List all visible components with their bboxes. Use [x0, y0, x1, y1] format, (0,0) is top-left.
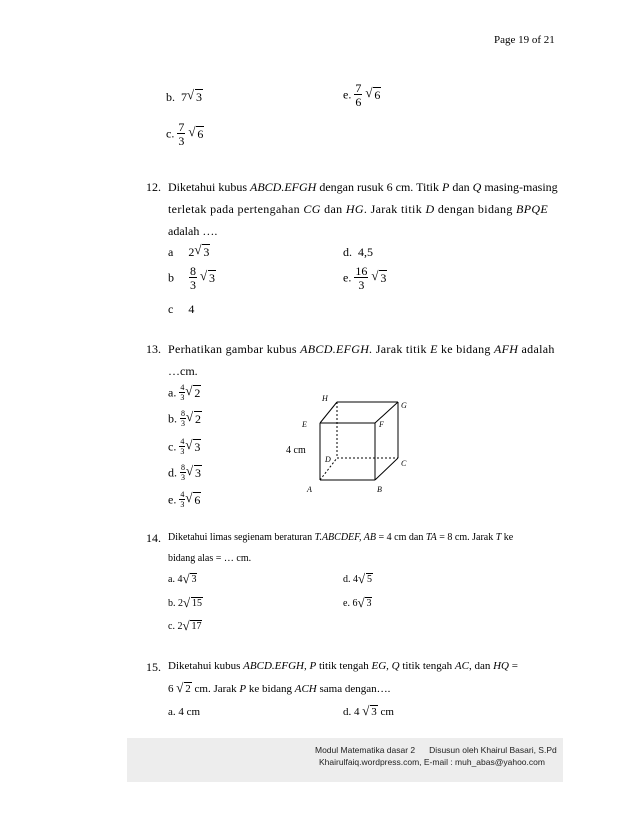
q14-number: 14. [146, 531, 161, 545]
q13-option-c: c. $\frac{4}{3}$ √ 3 [168, 436, 201, 456]
label-E: E [302, 420, 307, 429]
q12-line3: adalah …. [168, 224, 218, 238]
q15-line2: 6 √ 2 cm. Jarak P ke bidang ACH sama dengan…. [168, 680, 391, 695]
q12-option-b: b $\frac{8}{3}$ √ 3 [168, 264, 215, 292]
label-F: F [379, 420, 384, 429]
q15-option-a: a. 4 cm [168, 706, 201, 718]
q14-option-d: d. 4 √ 5 [343, 571, 372, 586]
q13-option-e: e. $\frac{4}{3}$ √ 6 [168, 489, 201, 509]
q11-option-b: b. 7 √ 3 [166, 87, 202, 104]
page-footer [127, 738, 563, 782]
q12-option-d: d. 4,5 [343, 245, 373, 259]
q15-number: 15. [146, 660, 161, 674]
q12-option-c: c 4 [168, 302, 195, 316]
q13-option-d: d. $\frac{8}{3}$ √ 3 [168, 462, 201, 482]
q14-line1: Diketahui limas segienam beraturan T.ABCDEF, AB = 4 cm dan TA = 8 cm. Jarak T ke [168, 532, 514, 543]
q12-option-e: e. $\frac{16}{3}$ √ 3 [343, 264, 387, 292]
q13-number: 13. [146, 342, 161, 356]
q15-option-d: d. 4 √ 3 cm [343, 703, 394, 718]
cube-figure [280, 390, 420, 500]
footer-line2: Khairulfaiq.wordpress.com, E-mail : muh_abas@yahoo.com [319, 757, 545, 767]
q12-line1: Diketahui kubus ABCD.EFGH dengan rusuk 6 cm. Titik P dan Q masing-masing [168, 180, 558, 194]
q12-option-a: a 2 √ 3 [168, 242, 210, 259]
q14-option-c: c. 2 √ 17 [168, 618, 202, 633]
q13-option-b: b. $\frac{8}{3}$ √ 2 [168, 408, 201, 428]
q11-option-e: e. $\frac{7}{6}$ √ 6 [343, 81, 381, 109]
label-H: H [322, 394, 328, 403]
footer-line1: Modul Matematika dasar 2 Disusun oleh Khairul Basari, S.Pd [315, 745, 557, 755]
q13-line2: …cm. [168, 364, 198, 378]
page-number: Page 19 of 21 [494, 34, 555, 46]
q14-option-a: a. 4 √ 3 [168, 571, 197, 586]
q14-option-b: b. 2 √ 15 [168, 595, 202, 610]
q15-line1: Diketahui kubus ABCD.EFGH, P titik tengah EG, Q titik tengah AC, dan HQ = [168, 660, 518, 672]
label-A: A [307, 485, 312, 494]
label-C: C [401, 459, 407, 468]
label-G: G [401, 401, 407, 410]
q12-number: 12. [146, 180, 161, 194]
q13-line1: Perhatikan gambar kubus ABCD.EFGH. Jarak titik E ke bidang AFH adalah [168, 342, 555, 356]
label-D: D [325, 455, 331, 464]
label-B: B [377, 485, 382, 494]
q14-option-e: e. 6 √ 3 [343, 595, 372, 610]
q11-option-c: c. $\frac{7}{3}$ √ 6 [166, 120, 204, 148]
q12-line2: terletak pada pertengahan CG dan HG. Jarak titik D dengan bidang BPQE [168, 202, 549, 216]
edge-length-label: 4 cm [286, 445, 306, 456]
q14-line2: bidang alas = … cm. [168, 553, 252, 564]
q13-option-a: a. $\frac{4}{3}$ √ 2 [168, 382, 201, 402]
